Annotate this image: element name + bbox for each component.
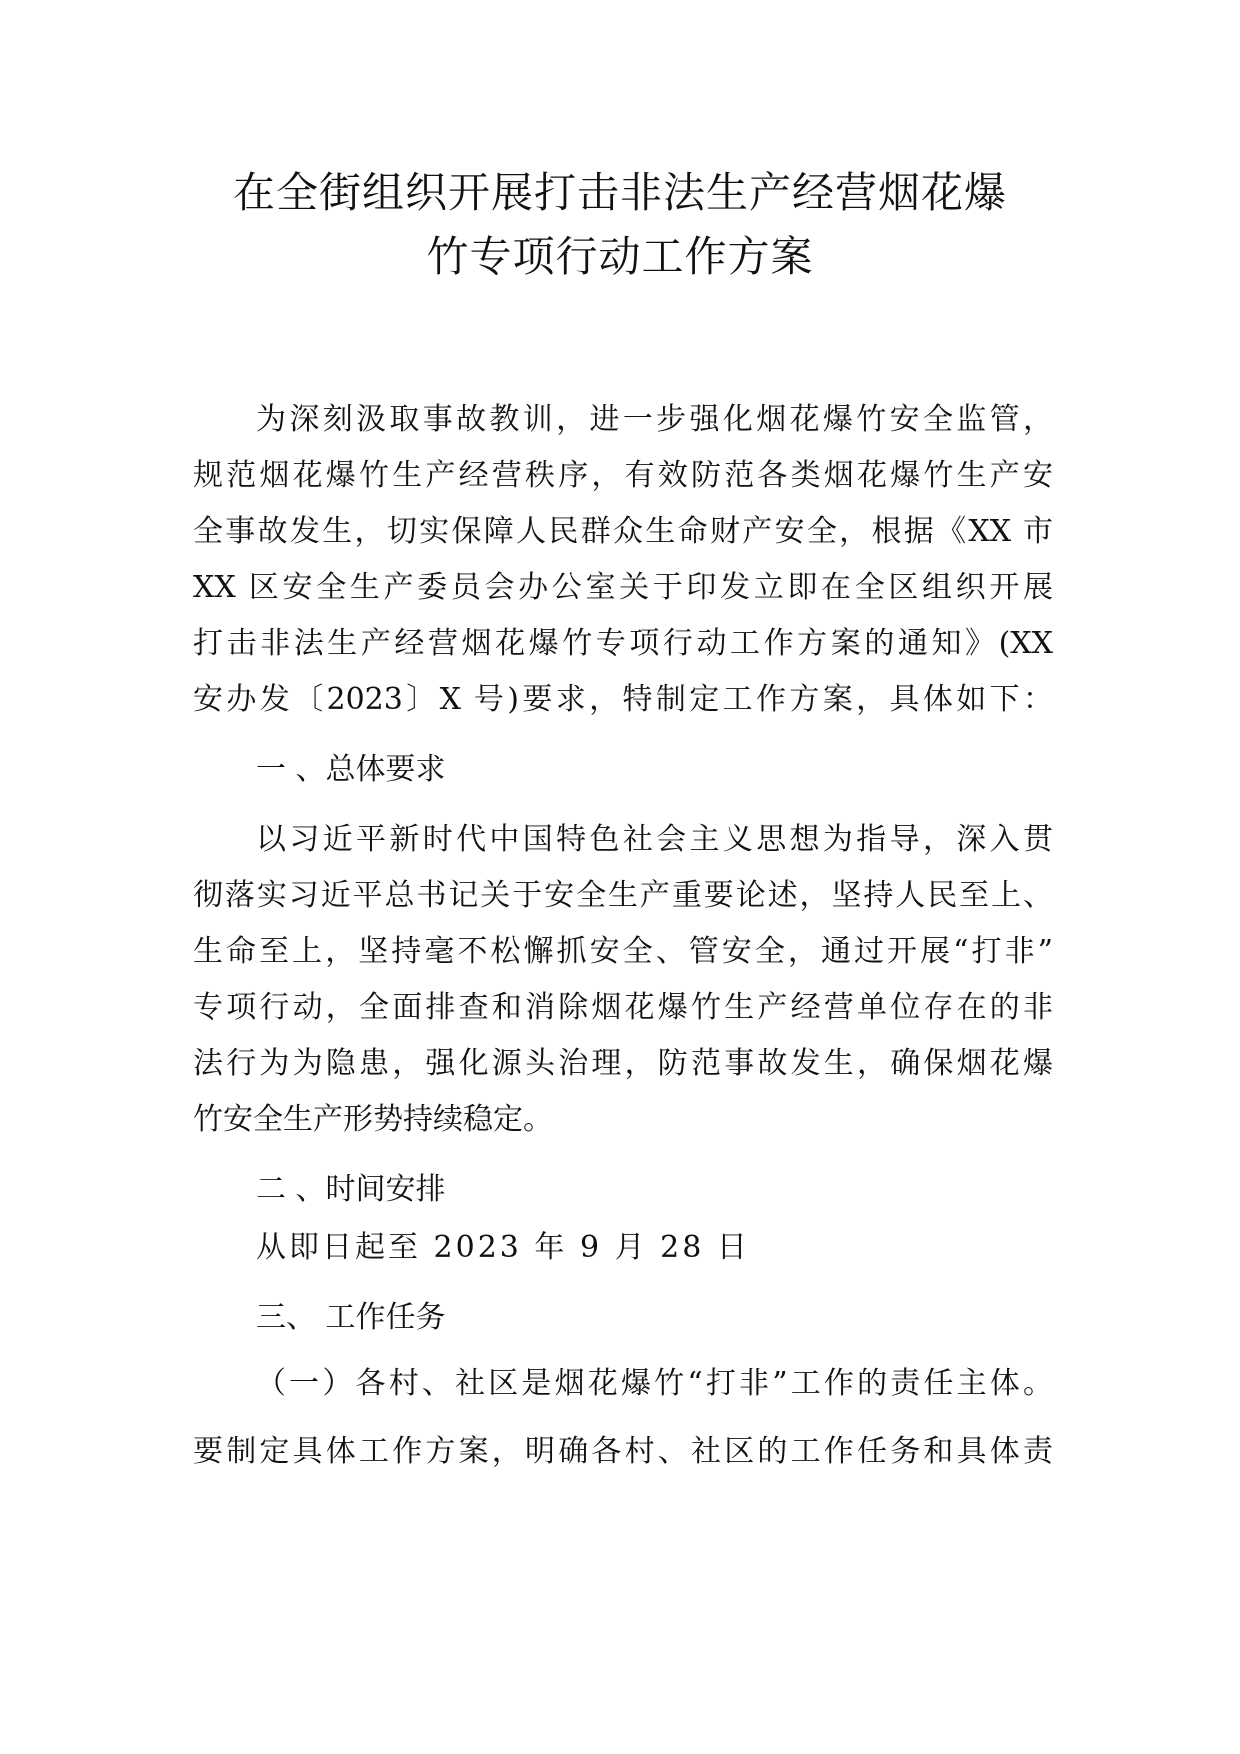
intro-line-6: 安办发〔2023〕X 号)要求，特制定工作方案，具体如下： <box>193 682 1053 717</box>
section-2-heading: 二 、时间安排 <box>256 1172 446 1207</box>
section-3-item-1-line-2: 要制定具体工作方案，明确各村、社区的工作任务和具体责 <box>193 1434 1053 1469</box>
section-1-line-3: 生命至上，坚持毫不松懈抓安全、管安全，通过开展“打非” <box>193 934 1053 969</box>
intro-line-5: 打击非法生产经营烟花爆竹专项行动工作方案的通知》(XX <box>193 626 1053 661</box>
section-3-item-1-line-1: （一）各村、社区是烟花爆竹“打非”工作的责任主体。 <box>256 1366 1053 1401</box>
intro-line-1: 为深刻汲取事故教训，进一步强化烟花爆竹安全监管， <box>256 402 1053 437</box>
intro-line-4: XX 区安全生产委员会办公室关于印发立即在全区组织开展 <box>193 570 1053 605</box>
section-1-line-1: 以习近平新时代中国特色社会主义思想为指导，深入贯 <box>256 822 1053 857</box>
section-1-line-4: 专项行动，全面排查和消除烟花爆竹生产经营单位存在的非 <box>193 990 1053 1025</box>
intro-line-3: 全事故发生，切实保障人民群众生命财产安全，根据《XX 市 <box>193 514 1053 549</box>
section-3-heading: 三、 工作任务 <box>256 1300 446 1335</box>
section-1-line-2: 彻落实习近平总书记关于安全生产重要论述，坚持人民至上、 <box>193 878 1053 913</box>
intro-line-2: 规范烟花爆竹生产经营秩序，有效防范各类烟花爆竹生产安 <box>193 458 1053 493</box>
document-title-line-1: 在全街组织开展打击非法生产经营烟花爆 <box>232 168 1007 217</box>
document-title-line-2: 竹专项行动工作方案 <box>426 232 814 281</box>
section-2-time-range: 从即日起至 2023 年 9 月 28 日 <box>256 1230 750 1265</box>
section-1-heading: 一 、总体要求 <box>256 752 446 787</box>
section-1-line-6: 竹安全生产形势持续稳定。 <box>193 1102 553 1137</box>
section-1-line-5: 法行为为隐患，强化源头治理，防范事故发生，确保烟花爆 <box>193 1046 1053 1081</box>
